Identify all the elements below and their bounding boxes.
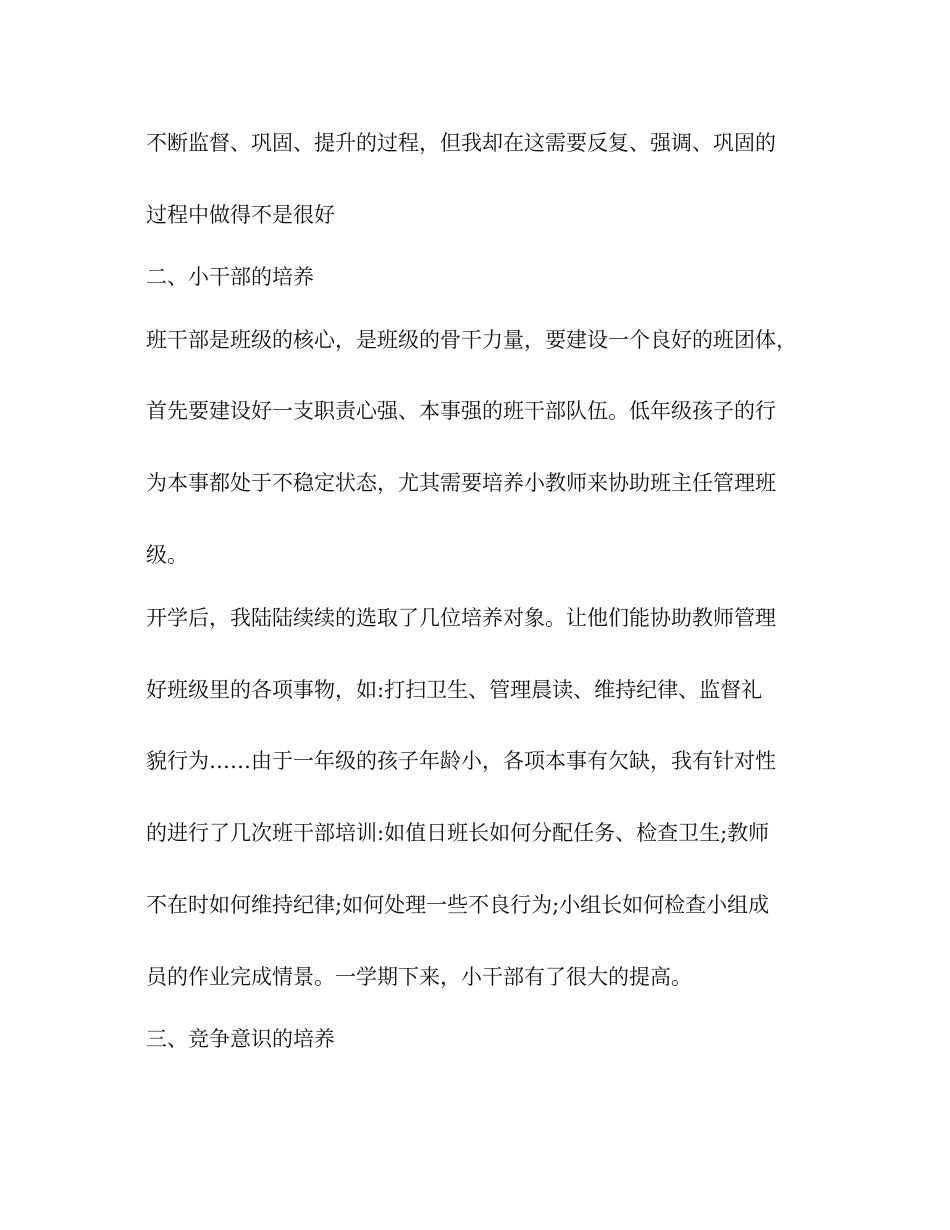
section-heading: 二、小干部的培养	[146, 265, 314, 289]
paragraph-line: 的进行了几次班干部培训:如值日班长如何分配任务、检查卫生;教师	[146, 821, 770, 845]
paragraph-line: 班干部是班级的核心，是班级的骨干力量，要建设一个良好的班团体，	[146, 328, 797, 352]
paragraph-line: 好班级里的各项事物，如:打扫卫生、管理晨读、维持纪律、监督礼	[146, 678, 763, 702]
section-heading: 三、竞争意识的培养	[146, 1027, 335, 1051]
paragraph-line: 不在时如何维持纪律;如何处理一些不良行为;小组长如何检查小组成	[146, 893, 770, 917]
paragraph-line: 过程中做得不是很好	[146, 203, 335, 227]
paragraph-line: 级。	[146, 543, 188, 567]
paragraph-line: 开学后，我陆陆续续的选取了几位培养对象。让他们能协助教师管理	[146, 606, 776, 630]
paragraph-line: 貌行为……由于一年级的孩子年龄小，各项本事有欠缺，我有针对性	[146, 749, 776, 773]
paragraph-line: 为本事都处于不稳定状态，尤其需要培养小教师来协助班主任管理班	[146, 471, 776, 495]
paragraph-line: 首先要建设好一支职责心强、本事强的班干部队伍。低年级孩子的行	[146, 399, 776, 423]
paragraph-line: 不断监督、巩固、提升的过程，但我却在这需要反复、强调、巩固的	[146, 131, 776, 155]
paragraph-line: 员的作业完成情景。一学期下来，小干部有了很大的提高。	[146, 965, 692, 989]
